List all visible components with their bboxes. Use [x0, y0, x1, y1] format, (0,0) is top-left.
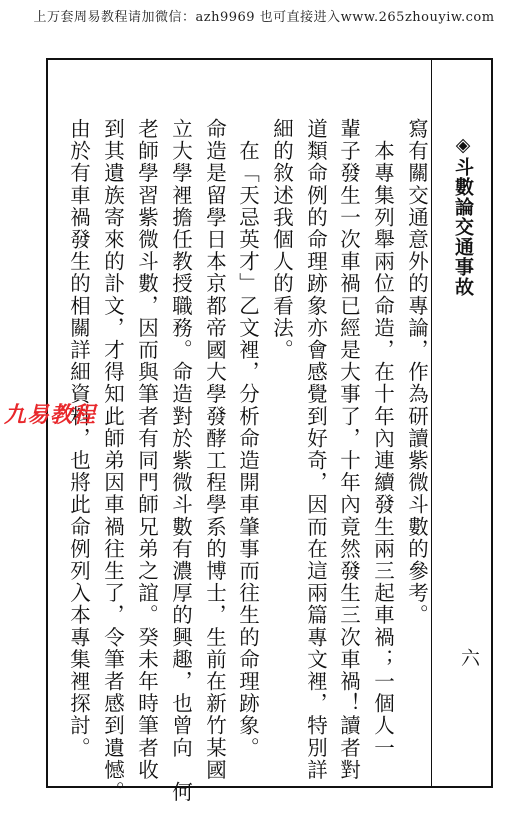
text-column-8: 立大學裡擔任教授職務。命造對於紫微斗數有濃厚的興趣，也曾向 何 — [168, 118, 193, 804]
text-column-11: 由於有車禍發生的相關詳細資料，也將此命例列入本專集裡探討。 — [66, 118, 91, 759]
text-column-1: 寫有關交通意外的專論，作為研讀紫微斗數的參考。 — [404, 118, 429, 627]
top-watermark-banner: 上万套周易教程请加微信：azh9969 也可直接进入www.265zhouyiw.com — [33, 10, 495, 25]
text-column-7: 命造是留學日本京都帝國大學發酵工程學系的博士，生前在新竹某國 — [202, 118, 227, 781]
text-column-10: 到其遺族寄來的訃文，才得知此師弟因車禍往生了，令筆者感到遺憾。 — [100, 118, 125, 804]
side-watermark-logo: 九易教程 — [4, 403, 97, 428]
text-column-5: 細的敘述我個人的看法。 — [269, 118, 294, 362]
text-column-3: 輩子發生一次車禍已經是大事了，十年內竟然發生三次車禍！讀者對 — [336, 118, 361, 781]
text-column-4: 道類命例的命理跡象亦會感覺到好奇，因而在這兩篇專文裡，特別詳 — [303, 118, 328, 781]
text-column-2: 本專集列舉兩位命造，在十年內連續發生兩三起車禍；一個人一 — [370, 118, 395, 759]
running-header-title: ◈斗數論交通事故 — [452, 134, 474, 297]
text-column-9: 老師學習紫微斗數，因而與筆者有同門師兄弟之誼。癸未年時筆者收 — [134, 118, 159, 781]
header-divider — [431, 58, 432, 788]
text-column-6: 在「天忌英才」乙文裡，分析命造開車肇事而往生的命理跡象。 — [235, 118, 260, 759]
page-number: 六 — [458, 648, 480, 667]
